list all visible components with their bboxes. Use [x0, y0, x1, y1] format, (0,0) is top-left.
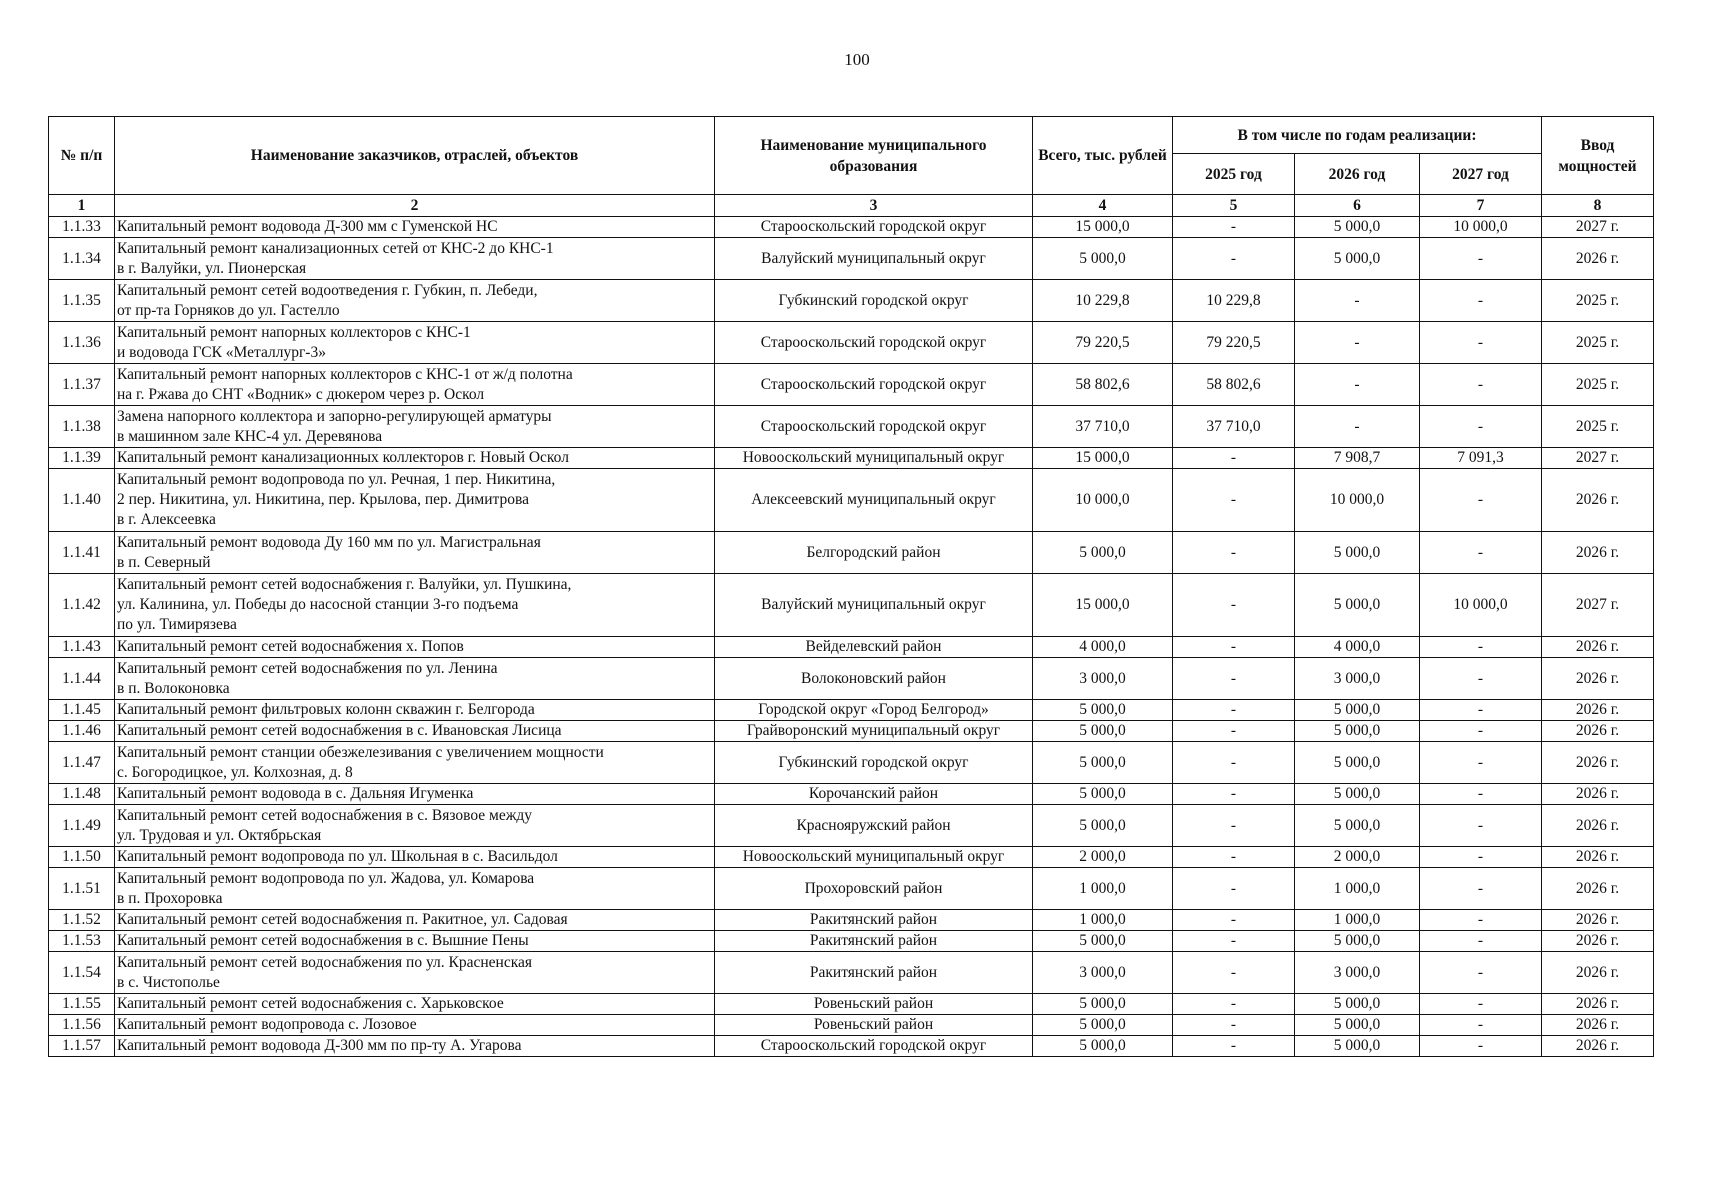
- row-number: 1.1.42: [49, 574, 115, 637]
- row-amount-2025: -: [1173, 574, 1295, 637]
- row-name: [115, 406, 715, 448]
- column-numbers-row: [49, 195, 1654, 217]
- row-total: 1 000,0: [1033, 910, 1173, 931]
- row-number: 1.1.45: [49, 700, 115, 721]
- row-municipality: Старооскольский городской округ: [715, 217, 1033, 238]
- row-name: [115, 574, 715, 637]
- table-body: [49, 217, 1654, 1057]
- column-number: 7: [1420, 195, 1542, 217]
- row-name: [115, 700, 715, 721]
- row-amount-2026: 3 000,0: [1295, 658, 1420, 700]
- row-commission-year: 2026 г.: [1542, 805, 1654, 847]
- row-amount-2027: -: [1420, 700, 1542, 721]
- row-commission-year: 2025 г.: [1542, 280, 1654, 322]
- row-amount-2025: -: [1173, 637, 1295, 658]
- row-total: 5 000,0: [1033, 721, 1173, 742]
- row-number: 1.1.40: [49, 469, 115, 532]
- header-row-top: [49, 117, 1654, 154]
- row-commission-year: 2026 г.: [1542, 1036, 1654, 1057]
- row-amount-2025: -: [1173, 994, 1295, 1015]
- row-commission-year: 2026 г.: [1542, 700, 1654, 721]
- row-total: 10 000,0: [1033, 469, 1173, 532]
- row-name-line: с. Богородицкое, ул. Колхозная, д. 8: [117, 763, 353, 781]
- row-name-line: Капитальный ремонт канализационных коллекторов г. Новый Оскол: [117, 449, 569, 466]
- row-amount-2027: -: [1420, 1036, 1542, 1057]
- row-number: 1.1.53: [49, 931, 115, 952]
- row-municipality: Городской округ «Город Белгород»: [715, 700, 1033, 721]
- row-amount-2025: -: [1173, 1015, 1295, 1036]
- row-number: 1.1.37: [49, 364, 115, 406]
- table-row: [49, 784, 1654, 805]
- header-year-2025: 2025 год: [1173, 154, 1295, 195]
- row-municipality: Белгородский район: [715, 532, 1033, 574]
- row-total: 10 229,8: [1033, 280, 1173, 322]
- row-amount-2027: 10 000,0: [1420, 574, 1542, 637]
- row-commission-year: 2026 г.: [1542, 532, 1654, 574]
- row-name-line: Капитальный ремонт напорных коллекторов с КНС-1: [117, 323, 471, 341]
- row-amount-2026: 5 000,0: [1295, 532, 1420, 574]
- row-amount-2027: -: [1420, 469, 1542, 532]
- header-years-group: В том числе по годам реализации:: [1173, 117, 1542, 154]
- row-number: 1.1.38: [49, 406, 115, 448]
- row-municipality: Ракитянский район: [715, 931, 1033, 952]
- row-commission-year: 2026 г.: [1542, 742, 1654, 784]
- row-amount-2025: -: [1173, 805, 1295, 847]
- table-row: [49, 700, 1654, 721]
- row-total: 5 000,0: [1033, 784, 1173, 805]
- row-total: 2 000,0: [1033, 847, 1173, 868]
- table-row: [49, 847, 1654, 868]
- row-amount-2027: 7 091,3: [1420, 448, 1542, 469]
- row-number: 1.1.57: [49, 1036, 115, 1057]
- table-row: [49, 322, 1654, 364]
- row-total: 15 000,0: [1033, 574, 1173, 637]
- row-number: 1.1.36: [49, 322, 115, 364]
- row-commission-year: 2026 г.: [1542, 868, 1654, 910]
- row-municipality: Старооскольский городской округ: [715, 1036, 1033, 1057]
- row-name-line: Капитальный ремонт водовода Д-300 мм с Гуменской НС: [117, 218, 498, 235]
- row-commission-year: 2026 г.: [1542, 469, 1654, 532]
- row-name-line: Капитальный ремонт канализационных сетей от КНС-2 до КНС-1: [117, 239, 554, 257]
- row-total: 79 220,5: [1033, 322, 1173, 364]
- row-amount-2027: -: [1420, 847, 1542, 868]
- row-number: 1.1.43: [49, 637, 115, 658]
- row-amount-2026: -: [1295, 406, 1420, 448]
- row-amount-2026: 5 000,0: [1295, 742, 1420, 784]
- row-amount-2026: 5 000,0: [1295, 721, 1420, 742]
- row-amount-2026: 5 000,0: [1295, 574, 1420, 637]
- row-amount-2026: 5 000,0: [1295, 700, 1420, 721]
- table-row: [49, 637, 1654, 658]
- row-total: 58 802,6: [1033, 364, 1173, 406]
- row-municipality: Корочанский район: [715, 784, 1033, 805]
- row-name-line: в г. Валуйки, ул. Пионерская: [117, 259, 307, 277]
- row-amount-2026: 1 000,0: [1295, 910, 1420, 931]
- row-commission-year: 2026 г.: [1542, 1015, 1654, 1036]
- row-name-line: Капитальный ремонт фильтровых колонн скважин г. Белгорода: [117, 701, 535, 718]
- row-amount-2027: -: [1420, 322, 1542, 364]
- row-amount-2025: -: [1173, 847, 1295, 868]
- row-commission-year: 2026 г.: [1542, 847, 1654, 868]
- row-name: [115, 658, 715, 700]
- row-number: 1.1.35: [49, 280, 115, 322]
- row-amount-2027: -: [1420, 364, 1542, 406]
- row-amount-2025: -: [1173, 532, 1295, 574]
- row-amount-2025: 10 229,8: [1173, 280, 1295, 322]
- row-amount-2025: -: [1173, 931, 1295, 952]
- row-name: [115, 784, 715, 805]
- row-name: [115, 532, 715, 574]
- row-amount-2026: 5 000,0: [1295, 1015, 1420, 1036]
- row-commission-year: 2027 г.: [1542, 217, 1654, 238]
- row-name-line: по ул. Тимирязева: [117, 616, 237, 633]
- column-number: 5: [1173, 195, 1295, 217]
- table-row: [49, 931, 1654, 952]
- row-amount-2025: 37 710,0: [1173, 406, 1295, 448]
- row-municipality: Ракитянский район: [715, 952, 1033, 994]
- row-name: [115, 994, 715, 1015]
- row-number: 1.1.34: [49, 238, 115, 280]
- column-number: 8: [1542, 195, 1654, 217]
- table-row: [49, 448, 1654, 469]
- header-number: № п/п: [49, 117, 115, 195]
- table-row: [49, 1036, 1654, 1057]
- row-name-line: 2 пер. Никитина, ул. Никитина, пер. Крылова, пер. Димитрова: [117, 491, 529, 508]
- row-municipality: Новооскольский муниципальный округ: [715, 448, 1033, 469]
- row-total: 3 000,0: [1033, 952, 1173, 994]
- row-commission-year: 2025 г.: [1542, 322, 1654, 364]
- row-municipality: Старооскольский городской округ: [715, 406, 1033, 448]
- row-amount-2027: -: [1420, 637, 1542, 658]
- row-commission-year: 2026 г.: [1542, 952, 1654, 994]
- row-name-line: в г. Алексеевка: [117, 511, 216, 528]
- row-total: 5 000,0: [1033, 1036, 1173, 1057]
- row-commission-year: 2026 г.: [1542, 994, 1654, 1015]
- row-name-line: Капитальный ремонт сетей водоснабжения г. Валуйки, ул. Пушкина,: [117, 576, 572, 593]
- row-number: 1.1.49: [49, 805, 115, 847]
- column-number: 6: [1295, 195, 1420, 217]
- row-total: 5 000,0: [1033, 994, 1173, 1015]
- row-name-line: на г. Ржава до СНТ «Водник» с дюкером через р. Оскол: [117, 385, 485, 403]
- table-row: [49, 238, 1654, 280]
- row-name: [115, 742, 715, 784]
- row-amount-2025: -: [1173, 952, 1295, 994]
- row-name-line: Капитальный ремонт водовода Д-300 мм по пр-ту А. Угарова: [117, 1037, 522, 1054]
- row-name-line: Капитальный ремонт сетей водоотведения г. Губкин, п. Лебеди,: [117, 281, 538, 299]
- row-total: 3 000,0: [1033, 658, 1173, 700]
- table-row: [49, 280, 1654, 322]
- row-commission-year: 2026 г.: [1542, 721, 1654, 742]
- row-number: 1.1.39: [49, 448, 115, 469]
- row-amount-2027: -: [1420, 952, 1542, 994]
- row-amount-2025: -: [1173, 910, 1295, 931]
- row-amount-2025: -: [1173, 868, 1295, 910]
- row-name: [115, 868, 715, 910]
- table-row: [49, 952, 1654, 994]
- row-amount-2027: -: [1420, 784, 1542, 805]
- row-amount-2025: -: [1173, 700, 1295, 721]
- row-number: 1.1.50: [49, 847, 115, 868]
- row-number: 1.1.44: [49, 658, 115, 700]
- row-name-line: Капитальный ремонт водовода в с. Дальняя Игуменка: [117, 785, 474, 802]
- row-municipality: Валуйский муниципальный округ: [715, 574, 1033, 637]
- row-amount-2026: 5 000,0: [1295, 994, 1420, 1015]
- row-name-line: Капитальный ремонт сетей водоснабжения в с. Вязовое между: [117, 806, 533, 824]
- row-municipality: Старооскольский городской округ: [715, 322, 1033, 364]
- row-amount-2025: 58 802,6: [1173, 364, 1295, 406]
- table-header: [49, 117, 1654, 217]
- row-total: 5 000,0: [1033, 238, 1173, 280]
- row-name-line: Капитальный ремонт водовода Ду 160 мм по ул. Магистральная: [117, 533, 541, 551]
- header-year-2026: 2026 год: [1295, 154, 1420, 195]
- row-name-line: Капитальный ремонт сетей водоснабжения в с. Вышние Пены: [117, 932, 529, 949]
- row-number: 1.1.41: [49, 532, 115, 574]
- row-name: [115, 280, 715, 322]
- row-commission-year: 2027 г.: [1542, 574, 1654, 637]
- row-amount-2026: -: [1295, 322, 1420, 364]
- table-row: [49, 574, 1654, 637]
- row-name-line: и водовода ГСК «Металлург-3»: [117, 343, 326, 361]
- row-amount-2025: -: [1173, 217, 1295, 238]
- row-amount-2026: 2 000,0: [1295, 847, 1420, 868]
- row-total: 1 000,0: [1033, 868, 1173, 910]
- row-commission-year: 2026 г.: [1542, 658, 1654, 700]
- row-name-line: Капитальный ремонт водопровода по ул. Жадова, ул. Комарова: [117, 869, 535, 887]
- column-number: 1: [49, 195, 115, 217]
- row-commission-year: 2027 г.: [1542, 448, 1654, 469]
- row-name-line: Капитальный ремонт водопровода по ул. Школьная в с. Васильдол: [117, 848, 558, 865]
- table-row: [49, 742, 1654, 784]
- row-name-line: Капитальный ремонт напорных коллекторов с КНС-1 от ж/д полотна: [117, 365, 573, 383]
- row-number: 1.1.55: [49, 994, 115, 1015]
- column-number: 2: [115, 195, 715, 217]
- row-municipality: Алексеевский муниципальный округ: [715, 469, 1033, 532]
- row-name-line: Капитальный ремонт станции обезжелезивания с увеличением мощности: [117, 743, 604, 761]
- row-municipality: Прохоровский район: [715, 868, 1033, 910]
- row-name-line: Капитальный ремонт сетей водоснабжения х. Попов: [117, 638, 464, 655]
- row-amount-2025: -: [1173, 721, 1295, 742]
- column-number: 4: [1033, 195, 1173, 217]
- row-amount-2027: -: [1420, 658, 1542, 700]
- row-municipality: Старооскольский городской округ: [715, 364, 1033, 406]
- row-name-line: в машинном зале КНС-4 ул. Деревянова: [117, 427, 383, 445]
- row-amount-2026: -: [1295, 364, 1420, 406]
- row-name-line: в п. Прохоровка: [117, 889, 223, 907]
- row-municipality: Краснояружский район: [715, 805, 1033, 847]
- row-name-line: в с. Чистополье: [117, 973, 220, 991]
- row-name-line: Капитальный ремонт сетей водоснабжения по ул. Красненская: [117, 953, 533, 971]
- row-amount-2027: -: [1420, 532, 1542, 574]
- row-municipality: Ровеньский район: [715, 1015, 1033, 1036]
- row-number: 1.1.47: [49, 742, 115, 784]
- row-name-line: ул. Трудовая и ул. Октябрьская: [117, 826, 322, 844]
- header-total: Всего, тыс. рублей: [1033, 117, 1173, 195]
- table-row: [49, 658, 1654, 700]
- row-name-line: Капитальный ремонт водопровода по ул. Речная, 1 пер. Никитина,: [117, 471, 556, 488]
- row-amount-2027: -: [1420, 280, 1542, 322]
- row-amount-2027: -: [1420, 868, 1542, 910]
- row-amount-2026: 1 000,0: [1295, 868, 1420, 910]
- row-name: [115, 931, 715, 952]
- row-municipality: Грайворонский муниципальный округ: [715, 721, 1033, 742]
- row-commission-year: 2026 г.: [1542, 784, 1654, 805]
- row-amount-2027: -: [1420, 238, 1542, 280]
- row-name: [115, 721, 715, 742]
- row-municipality: Волоконовский район: [715, 658, 1033, 700]
- row-total: 5 000,0: [1033, 805, 1173, 847]
- row-name-line: Капитальный ремонт водопровода с. Лозовое: [117, 1016, 417, 1033]
- row-name: [115, 847, 715, 868]
- row-municipality: Вейделевский район: [715, 637, 1033, 658]
- row-name: [115, 1036, 715, 1057]
- row-name: [115, 364, 715, 406]
- table-row: [49, 532, 1654, 574]
- table-row: [49, 994, 1654, 1015]
- row-amount-2025: 79 220,5: [1173, 322, 1295, 364]
- table-row: [49, 406, 1654, 448]
- row-amount-2026: 4 000,0: [1295, 637, 1420, 658]
- row-number: 1.1.52: [49, 910, 115, 931]
- table-row: [49, 868, 1654, 910]
- row-number: 1.1.46: [49, 721, 115, 742]
- row-amount-2027: -: [1420, 742, 1542, 784]
- row-name-line: Замена напорного коллектора и запорно-регулирующей арматуры: [117, 407, 552, 425]
- row-name-line: Капитальный ремонт сетей водоснабжения в с. Ивановская Лисица: [117, 722, 562, 739]
- row-name: [115, 637, 715, 658]
- row-name: [115, 238, 715, 280]
- row-amount-2026: -: [1295, 280, 1420, 322]
- table-row: [49, 805, 1654, 847]
- row-amount-2027: -: [1420, 1015, 1542, 1036]
- table-row: [49, 469, 1654, 532]
- row-name: [115, 469, 715, 532]
- row-amount-2026: 5 000,0: [1295, 1036, 1420, 1057]
- row-total: 5 000,0: [1033, 742, 1173, 784]
- row-municipality: Губкинский городской округ: [715, 280, 1033, 322]
- row-name-line: Капитальный ремонт сетей водоснабжения п. Ракитное, ул. Садовая: [117, 911, 568, 928]
- row-commission-year: 2026 г.: [1542, 931, 1654, 952]
- row-name: [115, 217, 715, 238]
- row-name-line: от пр-та Горняков до ул. Гастелло: [117, 301, 340, 319]
- row-name: [115, 805, 715, 847]
- row-number: 1.1.33: [49, 217, 115, 238]
- row-amount-2027: -: [1420, 994, 1542, 1015]
- row-total: 15 000,0: [1033, 217, 1173, 238]
- column-number: 3: [715, 195, 1033, 217]
- row-total: 5 000,0: [1033, 700, 1173, 721]
- row-number: 1.1.51: [49, 868, 115, 910]
- row-amount-2026: 5 000,0: [1295, 931, 1420, 952]
- table-row: [49, 1015, 1654, 1036]
- row-total: 5 000,0: [1033, 532, 1173, 574]
- header-year-2027: 2027 год: [1420, 154, 1542, 195]
- row-name: [115, 448, 715, 469]
- investment-table: [48, 116, 1654, 1057]
- row-amount-2026: 5 000,0: [1295, 238, 1420, 280]
- row-amount-2025: -: [1173, 469, 1295, 532]
- row-amount-2026: 5 000,0: [1295, 217, 1420, 238]
- table-row: [49, 364, 1654, 406]
- row-amount-2025: -: [1173, 742, 1295, 784]
- row-amount-2025: -: [1173, 1036, 1295, 1057]
- row-amount-2026: 5 000,0: [1295, 784, 1420, 805]
- row-municipality: Новооскольский муниципальный округ: [715, 847, 1033, 868]
- row-total: 5 000,0: [1033, 1015, 1173, 1036]
- row-name-line: в п. Волоконовка: [117, 679, 230, 697]
- row-total: 15 000,0: [1033, 448, 1173, 469]
- row-municipality: Губкинский городской округ: [715, 742, 1033, 784]
- row-amount-2025: -: [1173, 238, 1295, 280]
- row-name: [115, 322, 715, 364]
- row-name: [115, 952, 715, 994]
- row-amount-2025: -: [1173, 784, 1295, 805]
- row-amount-2026: 10 000,0: [1295, 469, 1420, 532]
- row-total: 4 000,0: [1033, 637, 1173, 658]
- row-name: [115, 1015, 715, 1036]
- row-amount-2027: -: [1420, 406, 1542, 448]
- row-total: 37 710,0: [1033, 406, 1173, 448]
- row-municipality: Валуйский муниципальный округ: [715, 238, 1033, 280]
- table-row: [49, 721, 1654, 742]
- row-commission-year: 2025 г.: [1542, 364, 1654, 406]
- row-amount-2026: 3 000,0: [1295, 952, 1420, 994]
- row-amount-2025: -: [1173, 448, 1295, 469]
- header-commission: Ввод мощностей: [1542, 117, 1654, 195]
- row-name: [115, 910, 715, 931]
- row-commission-year: 2026 г.: [1542, 637, 1654, 658]
- page-number: 100: [844, 50, 870, 69]
- row-commission-year: 2026 г.: [1542, 910, 1654, 931]
- table-row: [49, 910, 1654, 931]
- row-name-line: в п. Северный: [117, 553, 211, 571]
- row-number: 1.1.54: [49, 952, 115, 994]
- row-amount-2025: -: [1173, 658, 1295, 700]
- row-amount-2027: -: [1420, 931, 1542, 952]
- table-row: [49, 217, 1654, 238]
- row-name-line: Капитальный ремонт сетей водоснабжения по ул. Ленина: [117, 659, 498, 677]
- row-amount-2027: -: [1420, 910, 1542, 931]
- row-number: 1.1.56: [49, 1015, 115, 1036]
- header-municipality: Наименование муниципального образования: [715, 117, 1033, 195]
- row-total: 5 000,0: [1033, 931, 1173, 952]
- row-amount-2026: 7 908,7: [1295, 448, 1420, 469]
- row-amount-2027: -: [1420, 721, 1542, 742]
- row-amount-2026: 5 000,0: [1295, 805, 1420, 847]
- header-name: Наименование заказчиков, отраслей, объектов: [115, 117, 715, 195]
- row-name-line: Капитальный ремонт сетей водоснабжения с. Харьковское: [117, 995, 504, 1012]
- row-amount-2027: 10 000,0: [1420, 217, 1542, 238]
- row-commission-year: 2025 г.: [1542, 406, 1654, 448]
- row-number: 1.1.48: [49, 784, 115, 805]
- row-amount-2027: -: [1420, 805, 1542, 847]
- row-commission-year: 2026 г.: [1542, 238, 1654, 280]
- row-municipality: Ровеньский район: [715, 994, 1033, 1015]
- row-municipality: Ракитянский район: [715, 910, 1033, 931]
- row-name-line: ул. Калинина, ул. Победы до насосной станции 3-го подъема: [117, 596, 519, 613]
